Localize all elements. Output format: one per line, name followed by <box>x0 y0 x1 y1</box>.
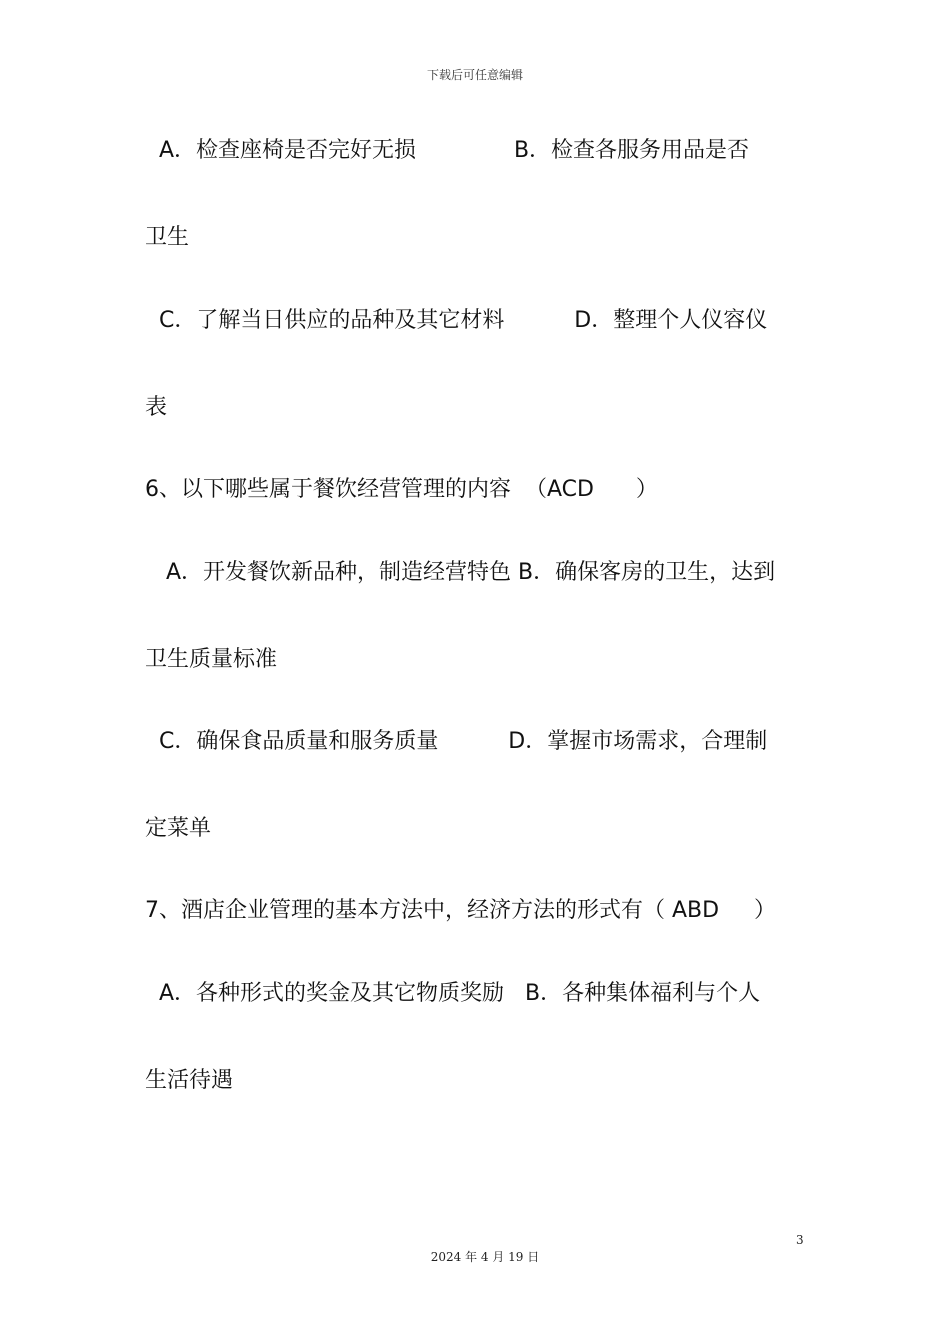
option-line-continuation: 生活待遇 <box>145 1068 234 1093</box>
option-line-continuation: 表 <box>145 395 168 420</box>
footer-date: 2024 年 4 月 19 日 <box>430 1250 540 1264</box>
option-line: A．开发餐饮新品种，制造经营特色 B．确保客房的卫生，达到 <box>145 560 776 585</box>
page-number: 3 <box>796 1233 804 1247</box>
option-line: A．检查座椅是否完好无损 B．检查各服务用品是否 <box>145 138 750 163</box>
option-line: C．确保食品质量和服务质量 D．掌握市场需求，合理制 <box>145 729 768 754</box>
option-line-continuation: 定菜单 <box>145 816 212 841</box>
question-7: 7、酒店企业管理的基本方法中，经济方法的形式有（ ABD ） <box>145 898 777 923</box>
page-header-note: 下载后可任意编辑 <box>426 68 523 82</box>
option-line-continuation: 卫生质量标准 <box>145 647 278 672</box>
option-line-continuation: 卫生 <box>145 225 190 250</box>
option-line: A．各种形式的奖金及其它物质奖励 B．各种集体福利与个人 <box>145 981 761 1006</box>
question-6: 6、以下哪些属于餐饮经营管理的内容 （ACD ） <box>145 477 658 502</box>
option-line: C．了解当日供应的品种及其它材料 D．整理个人仪容仪 <box>145 308 768 333</box>
